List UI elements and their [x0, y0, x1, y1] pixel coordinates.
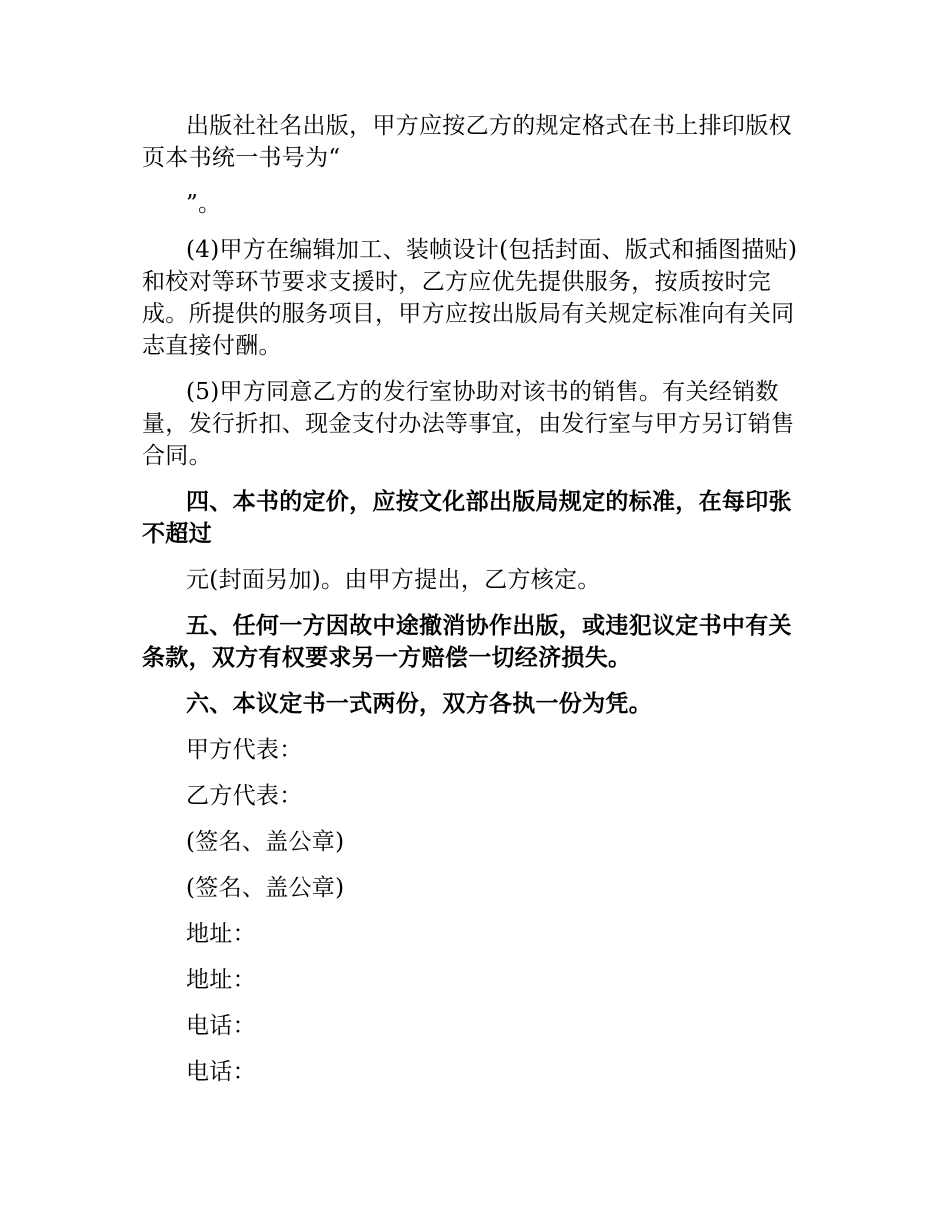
paragraph-quote-close: ”。 [186, 191, 222, 217]
party-a-phone: 电话： [186, 1013, 256, 1039]
party-b-representative: 乙方代表： [186, 783, 303, 809]
party-b-signature-seal: (签名、盖公章) [186, 875, 345, 901]
party-a-representative: 甲方代表： [186, 737, 303, 763]
paragraph-publisher-imprint: 出版社社名出版，甲方应按乙方的规定格式在书上排印版权页本书统一书号为“ [142, 113, 792, 171]
paragraph-pricing-continued: 元(封面另加)。由甲方提出，乙方核定。 [186, 567, 601, 593]
party-b-phone: 电话： [186, 1059, 256, 1085]
paragraph-section-4-pricing: 四、本书的定价，应按文化部出版局规定的标准，在每印张不超过 [142, 488, 792, 547]
party-a-address: 地址： [186, 921, 256, 947]
document-page [142, 110, 814, 1088]
paragraph-section-6-copies: 六、本议定书一式两份，双方各执一份为凭。 [186, 690, 652, 717]
paragraph-clause-5: (5)甲方同意乙方的发行室协助对该书的销售。有关经销数量，发行折扣、现金支付办法等事宜，由发行室与甲方另订销售合同。 [142, 379, 795, 469]
paragraph-clause-4: (4)甲方在编辑加工、装帧设计(包括封面、版式和插图描贴)和校对等环节要求支援时，乙方应优先提供服务，按质按时完成。所提供的服务项目，甲方应按出版局有关规定标准向有关同志直接付酬。 [142, 237, 798, 359]
party-b-address: 地址： [186, 967, 256, 993]
paragraph-section-5-cancellation: 五、任何一方因故中途撤消协作出版，或违犯议定书中有关条款，双方有权要求另一方赔偿一切经济损失。 [142, 612, 792, 671]
party-a-signature-seal: (签名、盖公章) [186, 829, 345, 855]
